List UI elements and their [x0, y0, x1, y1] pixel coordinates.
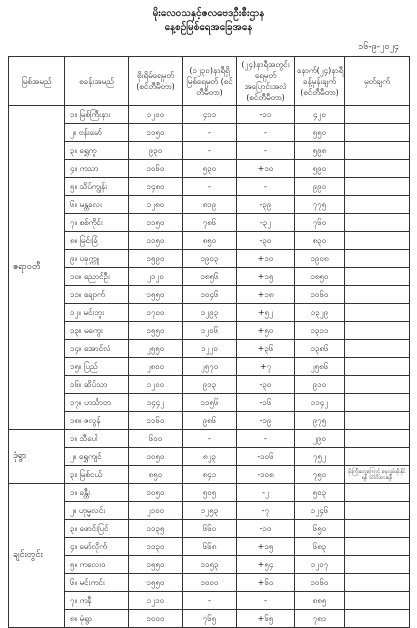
level-change-cell: +၃၆: [237, 340, 295, 358]
remark-cell: [345, 358, 410, 376]
remark-cell: [345, 376, 410, 394]
station-name-cell: ၄။ ကသာ: [65, 160, 129, 178]
report-date: ၁၆-၉-၂၀၂၄: [358, 42, 399, 52]
forecast-cell: ၁၀၆၀: [295, 286, 345, 304]
col-header-change: (၂၄)နာရီအတွင်း ရေမှတ်အပြောင်းအလဲ (စင်တီမီတာ): [237, 57, 295, 106]
river-level-table-wrap: [8, 56, 409, 628]
remark-cell: [345, 322, 410, 340]
remark-cell: [345, 502, 410, 520]
water-level-cell: ၁၈၅၆: [183, 268, 237, 286]
table-row: [9, 178, 410, 196]
level-change-cell: +၁၈: [237, 286, 295, 304]
remark-cell: [345, 430, 410, 448]
river-level-table: [8, 56, 410, 628]
water-level-cell: ၁၂၉၃: [183, 304, 237, 322]
forecast-cell: ၆၅၀: [295, 520, 345, 538]
table-row: [9, 268, 410, 286]
table-row: [9, 322, 410, 340]
water-level-cell: ၁၂၀၆: [183, 322, 237, 340]
remark-cell: [345, 484, 410, 502]
water-level-cell: ၁၂၂၀: [183, 340, 237, 358]
level-change-cell: -၁၆: [237, 394, 295, 412]
remark-cell: [345, 520, 410, 538]
col-header-forecast: နောက်(၂၄)နာရီ ခန့်မှန်းချက် (စင်တီမီတာ): [295, 57, 345, 106]
station-name-cell: ၅။ သိပ်ကျွန်း: [65, 178, 129, 196]
danger-level-cell: ၁၂၁၀: [129, 592, 183, 610]
danger-level-cell: ၁၄၄၂: [129, 394, 183, 412]
station-name-cell: ၂။ ရွှေကျင်: [65, 448, 129, 466]
remark-cell: [345, 142, 410, 160]
forecast-cell: ၇၅၂: [295, 448, 345, 466]
danger-level-cell: ၁၅၅၀: [129, 286, 183, 304]
station-name-cell: ၄။ မော်လိုက်: [65, 538, 129, 556]
remark-cell: [345, 250, 410, 268]
table-row: [9, 448, 410, 466]
table-row: [9, 592, 410, 610]
forecast-cell: ၂၅၈၆: [295, 358, 345, 376]
level-change-cell: -၁၁: [237, 106, 295, 124]
level-change-cell: -၃၀: [237, 232, 295, 250]
col-header-station: စခန်းအမည်: [65, 57, 129, 106]
table-row: [9, 466, 410, 484]
station-name-cell: ၁။ သီပေါ: [65, 430, 129, 448]
level-change-cell: -၁၀: [237, 520, 295, 538]
station-name-cell: ၁၈။ ဇလွန်: [65, 412, 129, 430]
col-header-level: (၁၂၃၀)နာရီရှိ မြစ်ရေမှတ် (စင်တီမီတာ): [183, 57, 237, 106]
station-name-cell: ၂။ ဗန်းမော်: [65, 124, 129, 142]
level-change-cell: -၁၀၆: [237, 448, 295, 466]
table-row: [9, 250, 410, 268]
forecast-cell: ၈၈၅: [295, 592, 345, 610]
remark-cell: [345, 214, 410, 232]
table-row: [9, 538, 410, 556]
danger-level-cell: ၁၅၅၀: [129, 574, 183, 592]
level-change-cell: +၁၅: [237, 538, 295, 556]
level-change-cell: -: [237, 430, 295, 448]
table-row: [9, 376, 410, 394]
water-level-cell: ၄၁၁: [183, 106, 237, 124]
col-header-remark: မှတ်ချက်: [345, 57, 410, 106]
station-name-cell: ၉။ ပခုက္ကူ: [65, 250, 129, 268]
forecast-cell: ၇၅၀: [295, 466, 345, 484]
table-row: [9, 340, 410, 358]
remark-cell: [345, 592, 410, 610]
forecast-cell: ၇၇၅: [295, 196, 345, 214]
danger-level-cell: ၁၇၀၀: [129, 304, 183, 322]
report-title-line1: မိုးလေဝသနှင့်ဇလဗေဒဦးစီးဌာန: [152, 8, 265, 19]
forecast-cell: ၉၉၀: [295, 178, 345, 196]
station-name-cell: ၁။ မြစ်ကြီးနား: [65, 106, 129, 124]
remark-cell: [345, 448, 410, 466]
danger-level-cell: ၆၀၀: [129, 430, 183, 448]
remark-cell: [345, 538, 410, 556]
forecast-cell: ၅၉၈: [295, 142, 345, 160]
level-change-cell: +၅၄: [237, 556, 295, 574]
level-change-cell: -၁၉: [237, 412, 295, 430]
water-level-cell: ၉၈၆: [183, 412, 237, 430]
station-name-cell: ၁၆။ ဆိပ်သာ: [65, 376, 129, 394]
remark-cell: [345, 556, 410, 574]
table-row: [9, 610, 410, 628]
station-name-cell: ၁၇။ ဟင်္သာတ: [65, 394, 129, 412]
forecast-cell: ၇၆၀: [295, 214, 345, 232]
danger-level-cell: ၁၁၆၀: [129, 412, 183, 430]
water-level-cell: ၇၆၅: [183, 610, 237, 628]
forecast-cell: ၁၉၀၈: [295, 250, 345, 268]
water-level-cell: ၂၅၇၀: [183, 358, 237, 376]
water-level-cell: ၆၆၀: [183, 520, 237, 538]
water-level-cell: ၈၂၃: [183, 448, 237, 466]
water-level-cell: ၁၀၀၀: [183, 574, 237, 592]
water-level-cell: ၈၁၉: [183, 196, 237, 214]
station-name-cell: ၇။ ကနီ: [65, 592, 129, 610]
danger-level-cell: ၁၄၈၀: [129, 178, 183, 196]
level-change-cell: +၇: [237, 358, 295, 376]
danger-level-cell: ၁၀၅၀: [129, 448, 183, 466]
level-change-cell: -၁၀၈: [237, 466, 295, 484]
forecast-cell: ၉၇၅: [295, 412, 345, 430]
water-level-cell: ၇၈၆: [183, 214, 237, 232]
forecast-cell: ၁၁၄၂: [295, 394, 345, 412]
station-name-cell: ၃။ ဖောင်းပြင်: [65, 520, 129, 538]
level-change-cell: +၁၀: [237, 160, 295, 178]
water-level-cell: ၅၃၀: [183, 160, 237, 178]
water-level-cell: ၁၂၅၃: [183, 502, 237, 520]
station-name-cell: ၁။ ခန္တီး: [65, 484, 129, 502]
danger-level-cell: ၁၂၈၀: [129, 196, 183, 214]
forecast-cell: ၅၉၀: [295, 160, 345, 178]
forecast-cell: ၈၃၀: [295, 232, 345, 250]
station-name-cell: ၁၄။ အောင်လံ: [65, 340, 129, 358]
table-row: [9, 358, 410, 376]
danger-level-cell: ၁၁၅၀: [129, 232, 183, 250]
col-header-region: မြစ်အမည်: [9, 57, 65, 106]
forecast-cell: ၅၀၃: [295, 484, 345, 502]
water-level-cell: ၁၁၅၆: [183, 394, 237, 412]
forecast-cell: ၁၂၄၆: [295, 502, 345, 520]
level-change-cell: -၂: [237, 484, 295, 502]
danger-level-cell: ၂၁၂၀: [129, 268, 183, 286]
level-change-cell: -၃၀: [237, 376, 295, 394]
level-change-cell: -၃၉: [237, 196, 295, 214]
level-change-cell: -: [237, 592, 295, 610]
station-name-cell: ၅။ ကလေးဝ: [65, 556, 129, 574]
remark-cell: [345, 610, 410, 628]
level-change-cell: -၇: [237, 502, 295, 520]
station-name-cell: ၃။ မြစ်ငယ်: [65, 466, 129, 484]
level-change-cell: -: [237, 124, 295, 142]
remark-cell: [345, 124, 410, 142]
region-name-cell: ဒုံရွာ: [9, 430, 65, 484]
region-name-cell: ချင်းတွင်း: [9, 484, 65, 628]
danger-level-cell: ၉၃၀: [129, 142, 183, 160]
col-header-danger: စိုးရိမ်ရေမှတ် (စင်တီမီတာ): [129, 57, 183, 106]
water-level-cell: ၈၅၀: [183, 232, 237, 250]
level-change-cell: -: [237, 178, 295, 196]
danger-level-cell: ၁၀၅၀: [129, 484, 183, 502]
water-level-cell: -: [183, 592, 237, 610]
table-row: [9, 502, 410, 520]
danger-level-cell: ၁၀၀၀: [129, 610, 183, 628]
station-name-cell: ၃။ ရွှေကူ: [65, 142, 129, 160]
danger-level-cell: ၁၁၃၀: [129, 538, 183, 556]
forecast-cell: ၉၁၀: [295, 376, 345, 394]
remark-cell: [345, 394, 410, 412]
forecast-cell: ၁၃၁၁: [295, 322, 345, 340]
table-row: [9, 142, 410, 160]
forecast-cell: ၁၂၀၇: [295, 556, 345, 574]
danger-level-cell: ၁၁၃၅: [129, 520, 183, 538]
forecast-cell: ၁၀၆၀: [295, 574, 345, 592]
station-name-cell: ၈။ မုံရွာ: [65, 610, 129, 628]
water-level-cell: ၆၆၈: [183, 538, 237, 556]
forecast-cell: ၁၈၅၀: [295, 268, 345, 286]
danger-level-cell: ၂၅၅၀: [129, 340, 183, 358]
report-title-line2: နေ့စဉ်မြစ်ရေအခြေအနေ: [164, 22, 253, 33]
danger-level-cell: ၁၂၀၀: [129, 376, 183, 394]
danger-level-cell: ၈၅၀: [129, 466, 183, 484]
remark-cell: [345, 196, 410, 214]
remark-cell: [345, 412, 410, 430]
forecast-cell: ၅၅၀: [295, 124, 345, 142]
danger-level-cell: ၂၁၀၀: [129, 502, 183, 520]
water-level-cell: -: [183, 142, 237, 160]
table-row: [9, 160, 410, 178]
level-change-cell: -: [237, 142, 295, 160]
remark-cell: [345, 178, 410, 196]
danger-level-cell: ၂၈၀၀: [129, 358, 183, 376]
water-level-cell: ၁၀၄၆: [183, 286, 237, 304]
forecast-cell: ၇၈၁: [295, 610, 345, 628]
danger-level-cell: ၁၁၅၀: [129, 124, 183, 142]
station-name-cell: ၁၁။ ချောက်: [65, 286, 129, 304]
danger-level-cell: ၁၅၅၀: [129, 556, 183, 574]
table-body: [9, 106, 410, 628]
table-row: [9, 520, 410, 538]
region-name-cell: ဧရာဝတီ: [9, 106, 65, 430]
table-row: [9, 304, 410, 322]
remark-cell: [345, 340, 410, 358]
station-name-cell: ၇။ စစ်ကိုင်း: [65, 214, 129, 232]
water-level-cell: ၁၉၀၃: [183, 250, 237, 268]
forecast-cell: ၄၂၀: [295, 106, 345, 124]
danger-level-cell: ၁၁၅၀: [129, 214, 183, 232]
water-level-cell: ၁၁၅၃: [183, 556, 237, 574]
danger-level-cell: ၁၅၉၀: [129, 250, 183, 268]
remark-cell: [345, 106, 410, 124]
forecast-cell: ၁၃၈၆: [295, 340, 345, 358]
water-level-cell: -: [183, 178, 237, 196]
table-row: [9, 430, 410, 448]
table-row: [9, 214, 410, 232]
remark-cell: [345, 304, 410, 322]
station-name-cell: ၁၂။ မင်းဘူး: [65, 304, 129, 322]
station-name-cell: ၁၅။ ပြည်: [65, 358, 129, 376]
water-level-cell: -: [183, 124, 237, 142]
water-level-cell: ၅၀၅: [183, 484, 237, 502]
station-name-cell: ၆။ မန္တလေး: [65, 196, 129, 214]
forecast-cell: ၂၉၀: [295, 430, 345, 448]
water-level-cell: ၉၁၃: [183, 376, 237, 394]
table-row: [9, 124, 410, 142]
table-row: [9, 394, 410, 412]
remark-cell: [345, 232, 410, 250]
level-change-cell: +၆၅: [237, 610, 295, 628]
table-row: [9, 412, 410, 430]
danger-level-cell: ၁၂၀၀: [129, 106, 183, 124]
remark-cell: [345, 160, 410, 178]
station-name-cell: ၁၀။ ညောင်ဦး: [65, 268, 129, 286]
table-row: [9, 196, 410, 214]
water-level-cell: -: [183, 430, 237, 448]
danger-level-cell: ၁၀၆၀: [129, 160, 183, 178]
station-name-cell: ၁၃။ မကွေး: [65, 322, 129, 340]
level-change-cell: +၅၀: [237, 322, 295, 340]
table-row: [9, 556, 410, 574]
level-change-cell: +၁၀: [237, 250, 295, 268]
table-row: [9, 484, 410, 502]
forecast-cell: ၁၃၂၉: [295, 304, 345, 322]
level-change-cell: +၆၀: [237, 574, 295, 592]
forecast-cell: ၆၈၃: [295, 538, 345, 556]
remark-cell: မိုးကြီးတွေကြောင့် ရေလွှမ်းမိုးနိုင်ရန် သတိထားရန်: [345, 466, 410, 484]
level-change-cell: +၁၅: [237, 268, 295, 286]
table-header-row: [9, 57, 410, 106]
remark-cell: [345, 286, 410, 304]
remark-cell: [345, 268, 410, 286]
station-name-cell: ၈။ မြင်းခြံ: [65, 232, 129, 250]
level-change-cell: -၃၂: [237, 214, 295, 232]
table-row: [9, 106, 410, 124]
danger-level-cell: ၁၅၅၀: [129, 322, 183, 340]
level-change-cell: +၅၂: [237, 304, 295, 322]
table-row: [9, 232, 410, 250]
station-name-cell: ၂။ ဟုမ္မလင်း: [65, 502, 129, 520]
station-name-cell: ၆။ မင်းကင်း: [65, 574, 129, 592]
water-level-cell: ၈၄၁: [183, 466, 237, 484]
table-row: [9, 286, 410, 304]
